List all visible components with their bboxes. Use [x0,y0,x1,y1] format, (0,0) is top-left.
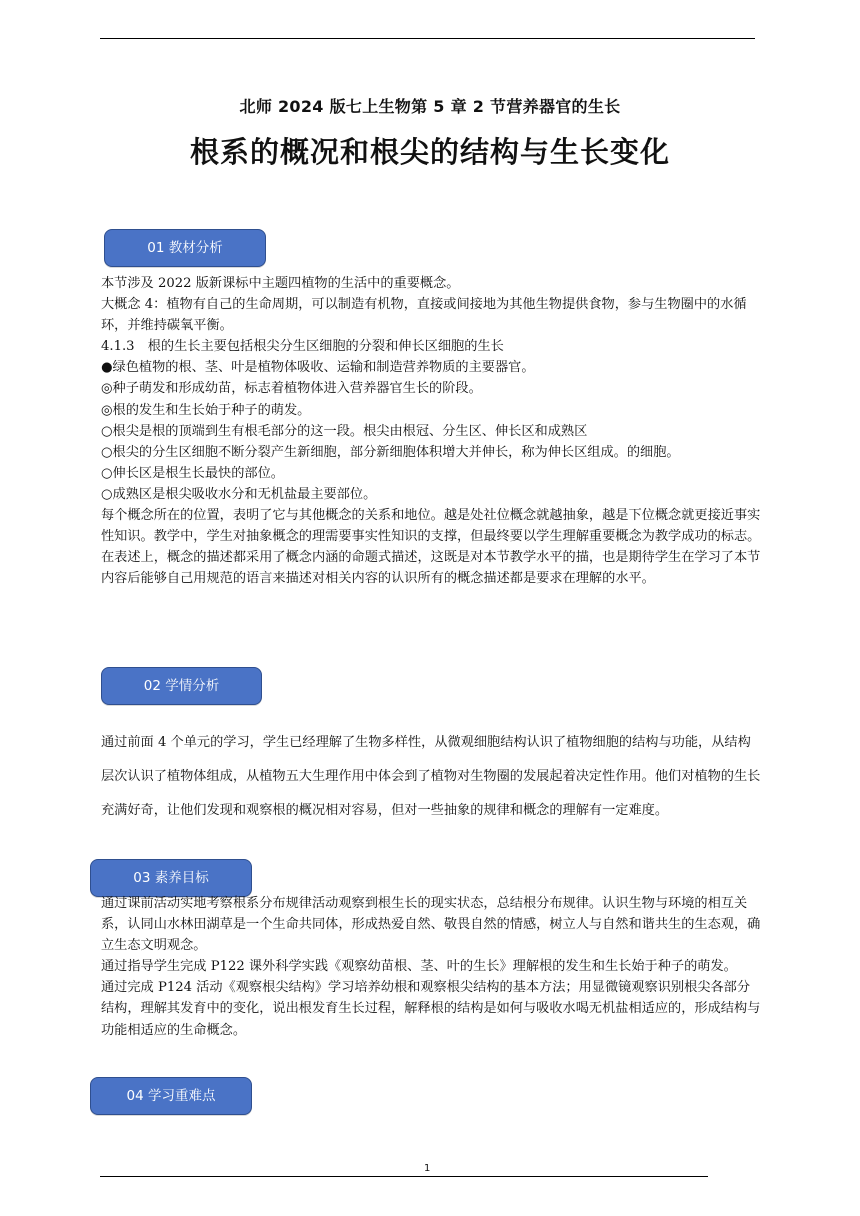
paragraph: 4.1.3 根的生长主要包括根尖分生区细胞的分裂和伸长区细胞的生长 [101,339,504,355]
section-tag-textbook-analysis: 01 教材分析 [104,229,266,267]
section-tag-learner-analysis: 02 学情分析 [101,667,262,705]
section-textbook-analysis-body [101,273,763,589]
section-competency-goals-body [101,893,763,1041]
footer-rule [100,1176,708,1177]
header-rule [100,38,755,39]
paragraph: ○成熟区是根尖吸收水分和无机盐最主要部位。 [101,486,377,502]
document-subtitle: 北师 2024 版七上生物第 5 章 2 节营养器官的生长 [239,97,621,116]
paragraph: ○根尖是根的顶端到生有根毛部分的这一段。根尖由根冠、分生区、伸长区和成熟区 [101,423,588,439]
paragraph: ○根尖的分生区细胞不断分裂产生新细胞，部分新细胞体积增大并伸长，称为伸长区组成。的细胞。 [101,444,680,460]
page-number: 1 [424,1163,431,1174]
paragraph: ◎根的发生和生长始于种子的萌发。 [101,402,311,418]
section-tag-key-difficulties: 04 学习重难点 [90,1077,252,1115]
paragraph: 本节涉及 2022 版新课标中主题四植物的生活中的重要概念。 [101,276,460,291]
paragraph: 通过前面 4 个单元的学习，学生已经理解了生物多样性，从微观细胞结构认识了植物细胞的结构与功能，从结构层次认识了植物体组成，从植物五大生理作用中体会到了植物对生物圈的发展起着决定性作用。他们对植物的生长充满好奇，让他们发现和观察根的概况相对容易，但对一些抽象的规律和概念的理解有一定难度。 [101,735,761,818]
paragraph: ◎种子萌发和形成幼苗，标志着植物体进入营养器官生长的阶段。 [101,381,482,397]
section-tag-competency-goals: 03 素养目标 [90,859,252,897]
paragraph: 大概念 4：植物有自己的生命周期，可以制造有机物，直接或间接地为其他生物提供食物，参与生物圈中的水循环，并维持碳氧平衡。 [101,297,747,334]
paragraph: 每个概念所在的位置，表明了它与其他概念的关系和地位。越是处社位概念就越抽象，越是下位概念就更接近事实性知识。教学中，学生对抽象概念的理需要事实性知识的支撑，但最终要以学生理解重要概念为教学成功的标志。在表述上，概念的描述都采用了概念内涵的命题式描述，这既是对本节教学水平的描，也是期待学生在学习了本节内容后能够自己用规范的语言来描述对相关内容的认识所有的概念描述都是要求在理解的水平。 [101,508,761,587]
paragraph: 通过指导学生完成 P122 课外科学实践《观察幼苗根、茎、叶的生长》理解根的发生和生长始于种子的萌发。 [101,959,737,975]
paragraph: 通过完成 P124 活动《观察根尖结构》学习培养幼根和观察根尖结构的基本方法；用显微镜观察识别根尖各部分结构，理解其发育中的变化，说出根发育生长过程，解释根的结构是如何与吸收水喝无机盐相适应的，形成结构与功能相适应的生命概念。 [101,980,761,1038]
paragraph: 通过课前活动实地考察根系分布规律活动观察到根生长的现实状态，总结根分布规律。认识生物与环境的相互关系，认同山水林田湖草是一个生命共同体，形成热爱自然、敬畏自然的情感，树立人与自然和谐共生的生态观，确立生态文明观念。 [101,896,761,954]
document-title: 根系的概况和根尖的结构与生长变化 [189,135,670,169]
paragraph: ○伸长区是根生长最快的部位。 [101,465,284,481]
paragraph: ●绿色植物的根、茎、叶是植物体吸收、运输和制造营养物质的主要器官。 [101,360,535,376]
section-learner-analysis-body [101,726,763,827]
